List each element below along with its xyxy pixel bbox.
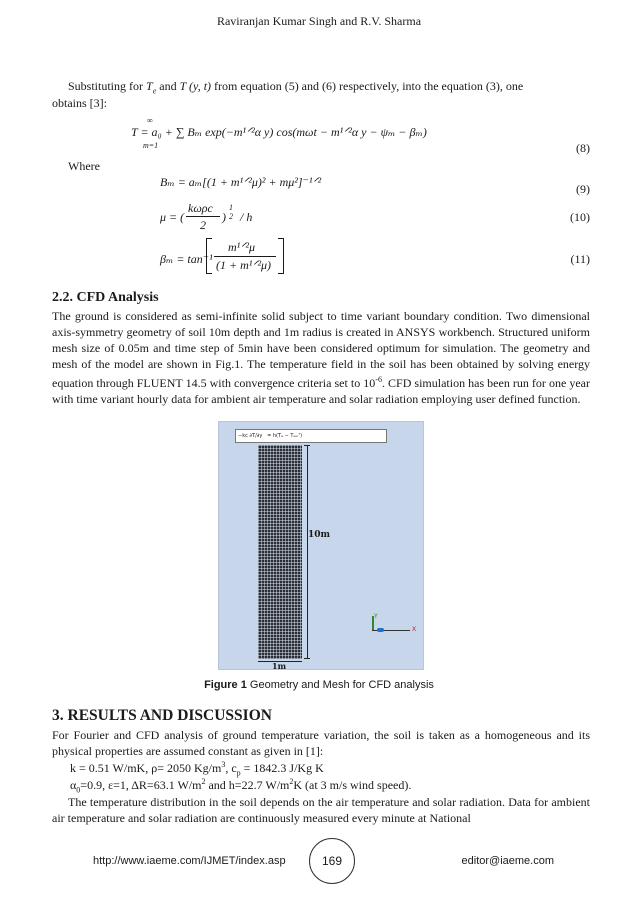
figure-geometry-mesh — [218, 421, 424, 670]
footer-url-link[interactable]: http://www.iaeme.com/IJMET/index.asp — [93, 855, 286, 867]
axis-y-label: Y — [374, 613, 378, 620]
equation-9-number: (9) — [576, 182, 590, 196]
equation-10-tail: / h — [240, 210, 253, 224]
closing-paragraph: The temperature distribution in the soil depends on the air temperature and solar radiation. Data for ambient air temperature and solar radiation are continuously measured every minute at National — [52, 795, 590, 825]
page-number: 169 — [309, 838, 355, 884]
intro-paragraph: Substituting for $T_e$ and T (y, t) from equation (5) and (6) respectively, into the equation (3), one — [68, 79, 524, 96]
where-label: Where — [68, 159, 100, 173]
equation-10-lhs: μ = ( — [160, 210, 185, 224]
soil-mesh — [258, 445, 302, 659]
equation-10-paren: ) — [222, 210, 226, 224]
equation-10-denominator: 2 — [200, 218, 206, 232]
intro-paragraph-end: obtains [3]: — [52, 96, 107, 110]
equation-11-lhs: βₘ = tan⁻¹ — [160, 252, 213, 266]
equation-9: Bₘ = aₘ[(1 + m¹ᐟ²μ)² + mμ²]⁻¹ᐟ² — [160, 175, 322, 189]
section-heading-results: 3. RESULTS AND DISCUSSION — [52, 707, 272, 724]
boundary-condition-box: −kc ∂T/∂y = h(Tₐ − Tₛᵤᵣᶠ) — [235, 429, 387, 443]
equation-10-exp-num: 1 — [229, 203, 233, 212]
depth-label: 10m — [308, 530, 331, 540]
section-heading-cfd: 2.2. CFD Analysis — [52, 290, 159, 305]
equation-11-left-bracket — [206, 238, 212, 274]
equation-11-numerator: m¹ᐟ²μ — [228, 240, 255, 254]
figure-caption: Figure 1 Geometry and Mesh for CFD analysis — [204, 679, 434, 691]
results-paragraph: For Fourier and CFD analysis of ground temperature variation, the soil is taken as a homogeneous and its physical properties are assumed constant as given in [1]: — [52, 728, 590, 758]
eq8-sum-lower: m=1 — [143, 141, 159, 150]
equation-11-number: (11) — [570, 252, 590, 266]
equation-11-denominator: (1 + m¹ᐟ²μ) — [216, 258, 272, 272]
eq8-sum-upper: ∞ — [147, 116, 153, 125]
equation-11-right-bracket — [278, 238, 284, 274]
equation-10-exp-den: 2 — [229, 212, 233, 221]
soil-properties-line-2: $\alpha_0=0.9$, ε=1, ΔR=63.1 $W/m^2$ and h=22.7 $W/m^2K$ (at 3 m/s wind speed). — [70, 777, 412, 795]
axis-origin-marker — [377, 628, 384, 632]
equation-10-numerator: kωρc — [188, 201, 213, 215]
depth-dimension-line — [307, 445, 308, 659]
soil-properties-line-1: k = 0.51 W/mK, ρ= 2050 $Kg/m^3$, $c_p = 1842.3$ J/Kg K — [70, 760, 324, 778]
equation-11-fraction-bar — [214, 256, 276, 257]
equation-8: T = a₀ + ∑ Bₘ exp(−m¹ᐟ²α y) cos(mωt − m¹ᐟ²α y − ψₘ − βₘ) — [131, 125, 427, 139]
equation-10-fraction-bar — [186, 216, 220, 217]
running-header: Raviranjan Kumar Singh and R.V. Sharma — [216, 14, 422, 28]
cfd-paragraph: The ground is considered as semi-infinite solid subject to time variant boundary condition. Two dimensional axis-symmetry geometry of soil 10m depth and 1m radius is created in ANSYS workbench. Structured uniform mesh size of 0.05m and time step of 5min have been considered optimum for simulation. The geometry and mesh of the model are shown in Fig.1. The temperature field in the soil has been obtained by solving energy equation through FLUENT 14.5 with convergence criteria set to $10^{-6}$. CFD simulation has been run for one year with time variant hourly data for ambient air temperature and solar radiation employing user defined function. — [52, 309, 591, 406]
equation-10-number: (10) — [570, 210, 590, 224]
equation-8-number: (8) — [576, 141, 590, 155]
footer-email-link[interactable]: editor@iaeme.com — [461, 855, 554, 867]
depth-tick-bottom — [304, 658, 310, 659]
width-label: 1m — [272, 661, 287, 670]
axis-x-label: X — [412, 626, 417, 633]
